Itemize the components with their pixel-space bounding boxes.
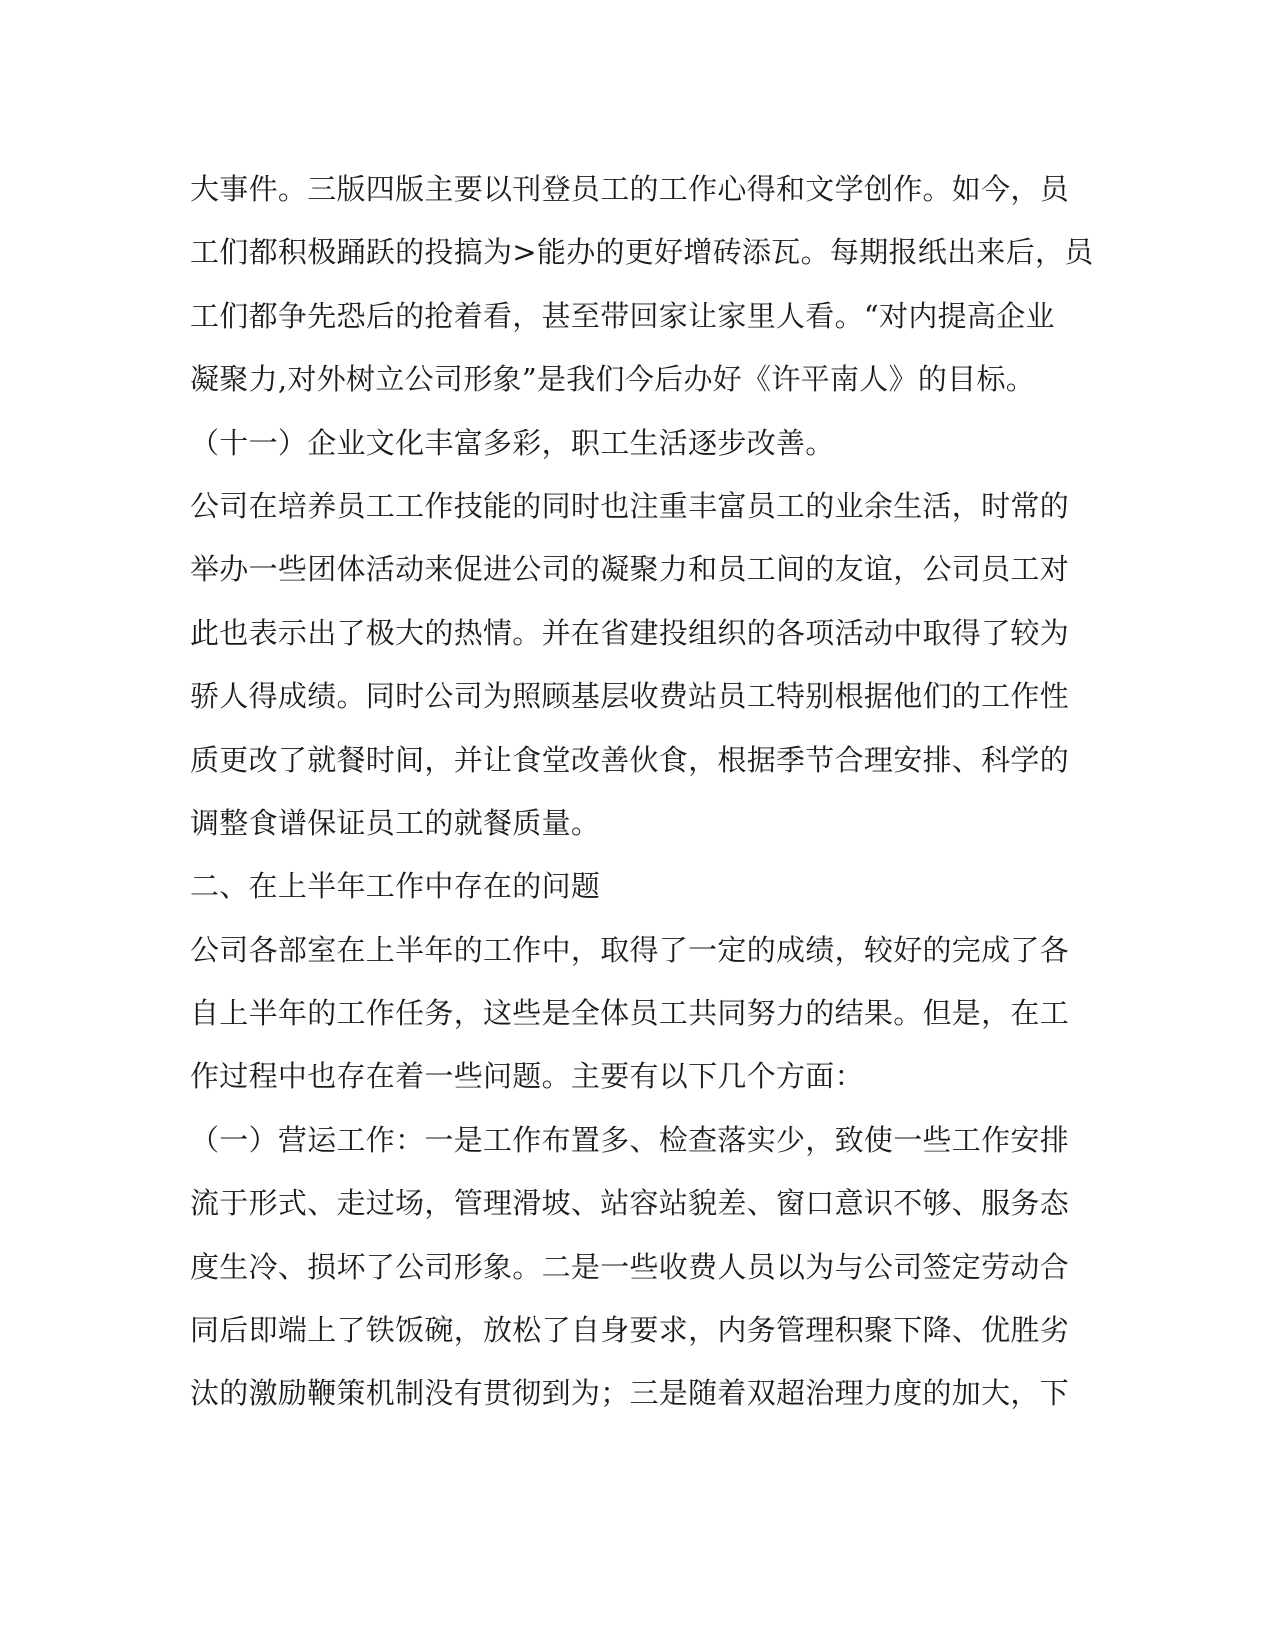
paragraph-line: 自上半年的工作任务，这些是全体员工共同努力的结果。但是，在工	[190, 996, 1070, 1031]
paragraph-line: 骄人得成绩。同时公司为照顾基层收费站员工特别根据他们的工作性	[190, 679, 1070, 714]
paragraph-line: 流于形式、走过场，管理滑坡、站容站貌差、窗口意识不够、服务态	[190, 1186, 1070, 1221]
paragraph-line: 工们都争先恐后的抢着看，甚至带回家让家里人看。“对内提高企业	[190, 298, 1055, 333]
section-heading: （十一）企业文化丰富多彩，职工生活逐步改善。	[190, 425, 835, 460]
paragraph-line: 工们都积极踊跃的投搞为>能办的更好增砖添瓦。每期报纸出来后，员	[190, 235, 1094, 270]
paragraph-line: 度生冷、损坏了公司形象。二是一些收费人员以为与公司签定劳动合	[190, 1249, 1070, 1284]
paragraph-line: 举办一些团体活动来促进公司的凝聚力和员工间的友谊，公司员工对	[190, 552, 1070, 587]
paragraph-line: 同后即端上了铁饭碗，放松了自身要求，内务管理积聚下降、优胜劣	[190, 1313, 1070, 1348]
section-heading: 二、在上半年工作中存在的问题	[190, 869, 601, 904]
paragraph-line: 公司在培养员工工作技能的同时也注重丰富员工的业余生活，时常的	[190, 488, 1070, 523]
paragraph-line: 调整食谱保证员工的就餐质量。	[190, 805, 601, 840]
paragraph-line: 凝聚力,对外树立公司形象”是我们今后办好《许平南人》的目标。	[190, 362, 1036, 397]
paragraph-line: 汰的激励鞭策机制没有贯彻到为；三是随着双超治理力度的加大，下	[190, 1376, 1070, 1411]
document-body	[190, 158, 1094, 1426]
paragraph-line: （一）营运工作：一是工作布置多、检查落实少，致使一些工作安排	[190, 1122, 1070, 1157]
paragraph-line: 公司各部室在上半年的工作中，取得了一定的成绩，较好的完成了各	[190, 932, 1070, 967]
paragraph-line: 作过程中也存在着一些问题。主要有以下几个方面：	[190, 1059, 864, 1094]
paragraph-line: 大事件。三版四版主要以刊登员工的工作心得和文学创作。如今，员	[190, 172, 1070, 206]
paragraph-line: 质更改了就餐时间，并让食堂改善伙食，根据季节合理安排、科学的	[190, 742, 1070, 777]
paragraph-line: 此也表示出了极大的热情。并在省建投组织的各项活动中取得了较为	[190, 615, 1070, 650]
